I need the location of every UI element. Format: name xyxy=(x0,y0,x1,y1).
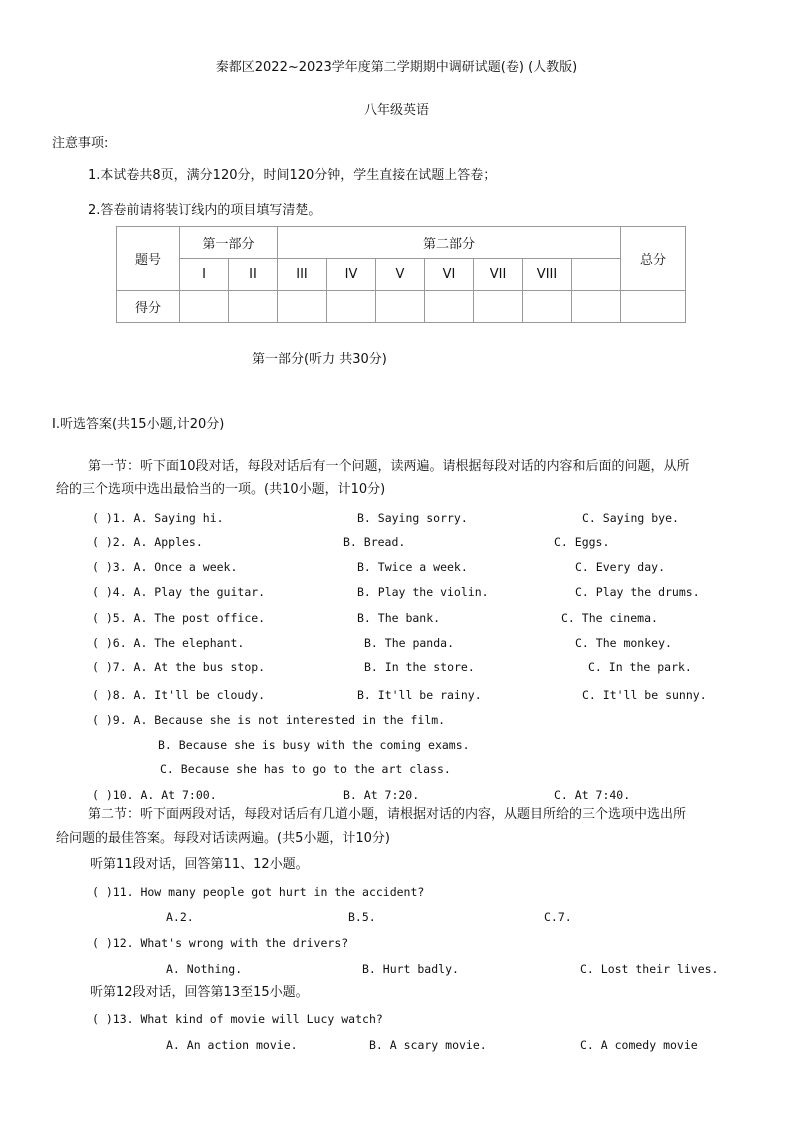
col-header: IV xyxy=(327,259,376,291)
col-header: I xyxy=(180,259,229,291)
question-8-option-c: C. It'll be sunny. xyxy=(582,688,707,702)
score-cell[interactable] xyxy=(180,291,229,323)
question-6-option-a: ( )6. A. The elephant. xyxy=(92,636,245,650)
col-header: III xyxy=(278,259,327,291)
question-10-option-b: B. At 7:20. xyxy=(343,788,420,802)
question-12-option-c: C. Lost their lives. xyxy=(580,962,719,976)
question-10-option-a: ( )10. A. At 7:00. xyxy=(92,788,217,802)
dialog-11-instruction: 听第11段对话，回答第11、12小题。 xyxy=(90,857,309,872)
question-7-option-c: C. In the park. xyxy=(588,660,692,674)
question-4-option-b: B. Play the violin. xyxy=(357,585,489,599)
question-5-option-b: B. The bank. xyxy=(357,611,441,625)
question-6-option-b: B. The panda. xyxy=(364,636,455,650)
notes-heading: 注意事项: xyxy=(52,136,109,151)
question-5-option-a: ( )5. A. The post office. xyxy=(92,611,266,625)
dialog-12-instruction: 听第12段对话，回答第13至15小题。 xyxy=(90,985,309,1000)
question-9-option-c: C. Because she has to go to the art class. xyxy=(160,762,451,776)
score-cell[interactable] xyxy=(376,291,425,323)
total-header: 总分 xyxy=(621,227,686,291)
col-header: VII xyxy=(474,259,523,291)
question-number-label: 题号 xyxy=(117,227,180,291)
sub2-instructions-line1: 第二节：听下面两段对话，每段对话后有几道小题，请根据对话的内容，从题目所给的三个选项中选出所 xyxy=(88,807,687,822)
question-9-option-a: ( )9. A. Because she is not interested in the film. xyxy=(92,713,446,727)
question-12-option-a: A. Nothing. xyxy=(166,962,243,976)
score-cell[interactable] xyxy=(229,291,278,323)
question-3-option-a: ( )3. A. Once a week. xyxy=(92,560,238,574)
exam-subtitle: 八年级英语 xyxy=(363,103,429,118)
question-8-option-a: ( )8. A. It'll be cloudy. xyxy=(92,688,266,702)
score-cell[interactable] xyxy=(474,291,523,323)
part2-header: 第二部分 xyxy=(278,227,621,259)
question-1-option-c: C. Saying bye. xyxy=(582,511,679,525)
note-item-1: 1.本试卷共8页，满分120分，时间120分钟，学生直接在试题上答卷； xyxy=(88,168,497,183)
col-header: VI xyxy=(425,259,474,291)
question-11-option-b: B.5. xyxy=(348,910,376,924)
question-5-option-c: C. The cinema. xyxy=(561,611,658,625)
question-1-option-a: ( )1. A. Saying hi. xyxy=(92,511,224,525)
score-cell[interactable] xyxy=(621,291,686,323)
note-item-2: 2.答卷前请将装订线内的项目填写清楚。 xyxy=(88,203,322,218)
question-4-option-c: C. Play the drums. xyxy=(575,585,700,599)
question-3-option-b: B. Twice a week. xyxy=(357,560,468,574)
score-cell[interactable] xyxy=(327,291,376,323)
question-7-option-a: ( )7. A. At the bus stop. xyxy=(92,660,266,674)
sub2-instructions-line2: 给问题的最佳答案。每段对话读两遍。(共5小题，计10分) xyxy=(56,831,390,846)
score-table xyxy=(116,226,686,323)
question-1-option-b: B. Saying sorry. xyxy=(357,511,468,525)
question-2-option-b: B. Bread. xyxy=(343,535,406,549)
question-12-option-b: B. Hurt badly. xyxy=(362,962,459,976)
question-9-option-b: B. Because she is busy with the coming exams. xyxy=(158,738,470,752)
question-11-option-c: C.7. xyxy=(544,910,572,924)
question-11-option-a: A.2. xyxy=(166,910,194,924)
question-2-option-c: C. Eggs. xyxy=(554,535,610,549)
score-cell[interactable] xyxy=(523,291,572,323)
col-header: VIII xyxy=(523,259,572,291)
part1-heading: 第一部分(听力 共30分) xyxy=(252,352,387,367)
part1-header: 第一部分 xyxy=(180,227,278,259)
question-8-option-b: B. It'll be rainy. xyxy=(357,688,482,702)
exam-title: 秦都区2022~2023学年度第二学期期中调研试题(卷) (人教版) xyxy=(215,60,578,75)
score-cell[interactable] xyxy=(425,291,474,323)
sub1-instructions-line2: 给的三个选项中选出最恰当的一项。(共10小题，计10分) xyxy=(56,482,386,497)
question-13-option-a: A. An action movie. xyxy=(166,1038,298,1052)
question-6-option-c: C. The monkey. xyxy=(575,636,672,650)
question-7-option-b: B. In the store. xyxy=(364,660,475,674)
question-13-option-c: C. A comedy movie xyxy=(580,1038,698,1052)
sub1-instructions-line1: 第一节：听下面10段对话，每段对话后有一个问题，读两遍。请根据每段对话的内容和后面的问题，从所 xyxy=(88,459,690,474)
question-12-stem: ( )12. What's wrong with the drivers? xyxy=(92,936,349,950)
col-header: V xyxy=(376,259,425,291)
question-3-option-c: C. Every day. xyxy=(575,560,666,574)
question-13-stem: ( )13. What kind of movie will Lucy watch? xyxy=(92,1012,383,1026)
col-header xyxy=(572,259,621,291)
score-row-label: 得分 xyxy=(117,291,180,323)
question-4-option-a: ( )4. A. Play the guitar. xyxy=(92,585,266,599)
col-header: II xyxy=(229,259,278,291)
question-10-option-c: C. At 7:40. xyxy=(554,788,631,802)
question-13-option-b: B. A scary movie. xyxy=(369,1038,487,1052)
question-11-stem: ( )11. How many people got hurt in the accident? xyxy=(92,885,425,899)
score-cell[interactable] xyxy=(572,291,621,323)
score-cell[interactable] xyxy=(278,291,327,323)
question-2-option-a: ( )2. A. Apples. xyxy=(92,535,203,549)
section1-heading: I.听选答案(共15小题,计20分) xyxy=(52,417,225,432)
